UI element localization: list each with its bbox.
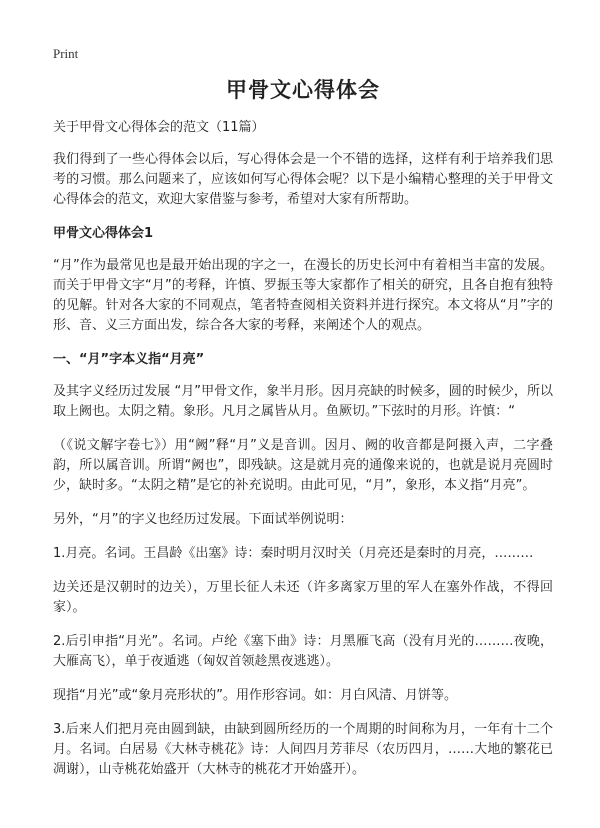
paragraph-5: 1.月亮。名词。王昌龄《出塞》诗：秦时明月汉时关（月亮还是秦时的月亮，……… bbox=[53, 546, 534, 561]
document-body bbox=[53, 74, 553, 794]
paragraph-1: “月”作为最常见也是最开始出现的字之一，在漫长的历史长河中有着相当丰富的发展。而关于甲骨文字“月”的考释，许慎、罗振玉等大家都作了相关的研究，且各自抱有独特的见解。针对各大家的不同观点，笔者特查阅相关资料并进行探究。本文将从“月”字的形、音、义三方面出发，综合各大家的考释，来阐述个人的观点。 bbox=[53, 258, 553, 333]
sub-heading-1: 一、“月”字本义指“月亮” bbox=[53, 352, 205, 367]
section-heading: 甲骨文心得体会1 bbox=[53, 226, 154, 241]
page-title: 甲骨文心得体会 bbox=[226, 78, 380, 102]
paragraph-8: 现指“月光”或“象月亮形状的”。用作形容词。如：月白风清、月饼等。 bbox=[53, 688, 457, 703]
print-link[interactable]: Print bbox=[53, 46, 79, 61]
paragraph-7: 2.后引申指“月光”。名词。卢纶《塞下曲》诗：月黑雁飞高（没有月光的………夜晚，大雁高飞），单于夜遁逃（匈奴首领趁黑夜逃逃）。 bbox=[53, 634, 553, 669]
paragraph-4: 另外，“月”的字义也经历过发展。下面试举例说明： bbox=[53, 512, 353, 527]
intro-paragraph: 我们得到了一些心得体会以后，写心得体会是一个不错的选择，这样有利于培养我们思考的习惯。那么问题来了，应该如何写心得体会呢？以下是小编精心整理的关于甲骨文心得体会的范文，欢迎大家借鉴与参考，希望对大家有所帮助。 bbox=[53, 152, 553, 207]
paragraph-6: 边关还是汉朝时的边关），万里长征人未还（许多离家万里的军人在塞外作战，不得回家）。 bbox=[53, 580, 553, 615]
paragraph-2: 及其字义经历过发展 “月”甲骨文作，象半月形。因月亮缺的时候多，圆的时候少，所以取上阙也。太阴之精。象形。凡月之属皆从月。鱼厥切。”下弦时的月形。许慎：“ bbox=[53, 384, 553, 419]
paragraph-3: （《说文解字卷七》）用“阙”释“月”义是音训。因月、阙的收音都是阿摄入声，二字叠韵，所以属音训。所谓“阙也”，即残缺。这是就月亮的通像来说的，也就是说月亮圆时少，缺时多。“太阴之精”是它的补充说明。由此可见，“月”，象形，本义指“月亮”。 bbox=[53, 438, 553, 493]
subtitle: 关于甲骨文心得体会的范文（11篇） bbox=[53, 120, 265, 135]
paragraph-9: 3.后来人们把月亮由圆到缺，由缺到圆所经历的一个周期的时间称为月，一年有十二个月。名词。白居易《大林寺桃花》诗：人间四月芳菲尽（农历四月，……大地的繁花已凋谢），山寺桃花始盛开（大林寺的桃花才开始盛开）。 bbox=[53, 722, 553, 777]
